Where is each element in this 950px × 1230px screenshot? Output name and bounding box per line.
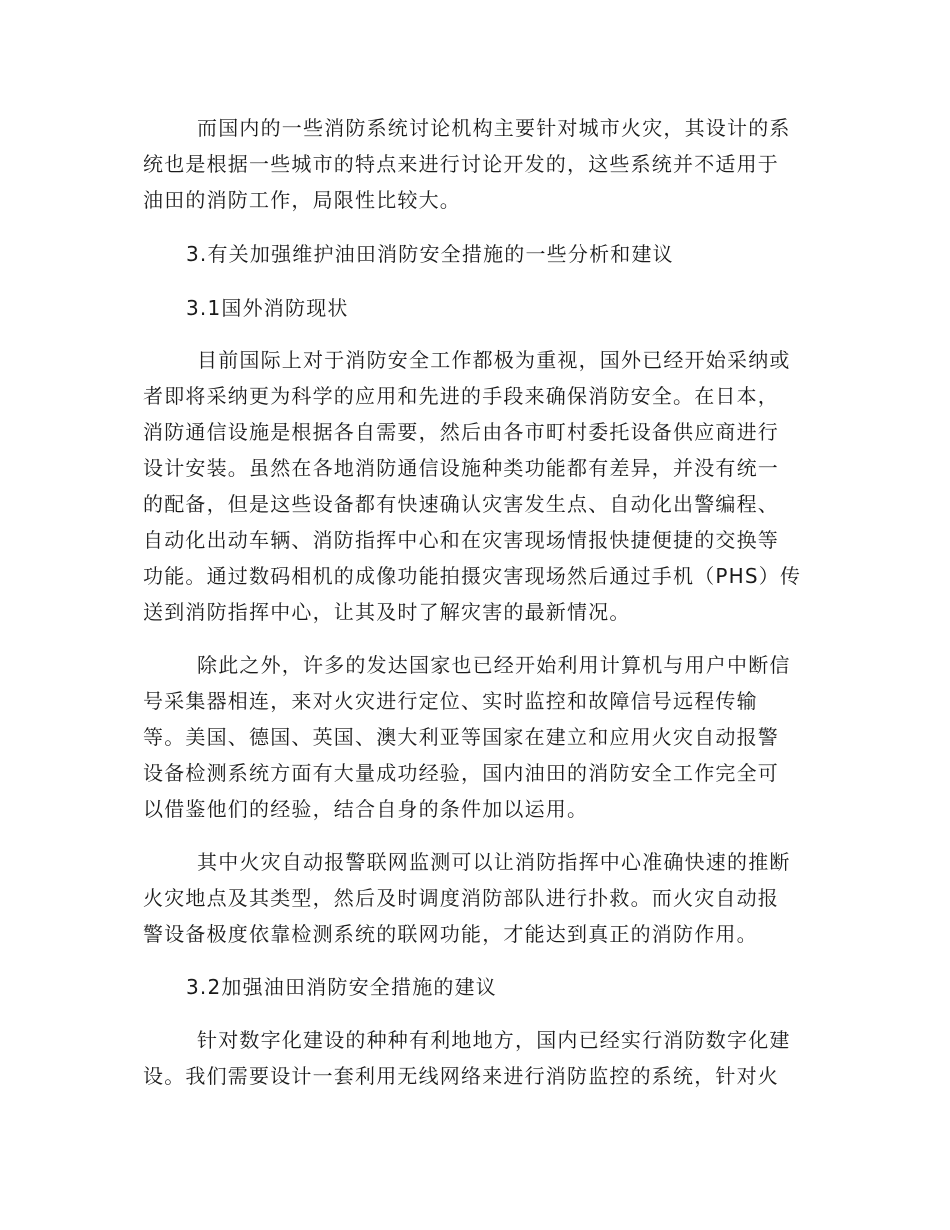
paragraph-1-line-1: 而国内的一些消防系统讨论机构主要针对城市火灾，其设计的系 [197,116,791,140]
paragraph-2-line-3: 消防通信设施是根据各自需要，然后由各市町村委托设备供应商进行 [143,420,779,444]
paragraph-2-line-2: 者即将采纳更为科学的应用和先进的手段来确保消防安全。在日本， [143,384,779,408]
paragraph-2-line-5: 的配备，但是这些设备都有快速确认灾害发生点、自动化出警编程、 [143,492,779,516]
paragraph-3-line-5: 以借鉴他们的经验，结合自身的条件加以运用。 [143,797,589,821]
paragraph-2-line-7: 功能。通过数码相机的成像功能拍摄灾害现场然后通过手机（PHS）传 [143,564,802,588]
paragraph-4-line-3: 警设备极度依靠检测系统的联网功能，才能达到真正的消防作用。 [143,922,758,946]
paragraph-4-line-2: 火灾地点及其类型，然后及时调度消防部队进行扑救。而火灾自动报 [143,886,779,910]
paragraph-3-line-2: 号采集器相连，来对火灾进行定位、实时监控和故障信号远程传输 [143,689,758,713]
section-heading-3: 3.有关加强维护油田消防安全措施的一些分析和建议 [186,242,674,266]
paragraph-5-line-1: 针对数字化建设的种种有利地地方，国内已经实行消防数字化建 [197,1028,791,1052]
paragraph-1-line-3: 油田的消防工作，局限性比较大。 [143,188,461,212]
paragraph-2-line-1: 目前国际上对于消防安全工作都极为重视，国外已经开始采纳或 [197,348,791,372]
paragraph-4-line-1: 其中火灾自动报警联网监测可以让消防指挥中心准确快速的推断 [197,850,791,874]
subsection-heading-3-2: 3.2加强油田消防安全措施的建议 [186,975,498,999]
paragraph-5-line-2: 设。我们需要设计一套利用无线网络来进行消防监控的系统，针对火 [143,1064,779,1088]
paragraph-2-line-8: 送到消防指挥中心，让其及时了解灾害的最新情况。 [143,600,631,624]
paragraph-2-line-6: 自动化出动车辆、消防指挥中心和在灾害现场情报快捷便捷的交换等 [143,528,779,552]
paragraph-1-line-2: 统也是根据一些城市的特点来进行讨论开发的，这些系统并不适用于 [143,152,779,176]
paragraph-3-line-4: 设备检测系统方面有大量成功经验，国内油田的消防安全工作完全可 [143,761,779,785]
subsection-heading-3-1: 3.1国外消防现状 [186,296,349,320]
paragraph-2-line-4: 设计安装。虽然在各地消防通信设施种类功能都有差异，并没有统一 [143,456,779,480]
paragraph-3-line-3: 等。美国、德国、英国、澳大利亚等国家在建立和应用火灾自动报警 [143,725,779,749]
paragraph-3-line-1: 除此之外，许多的发达国家也已经开始利用计算机与用户中断信 [197,653,791,677]
